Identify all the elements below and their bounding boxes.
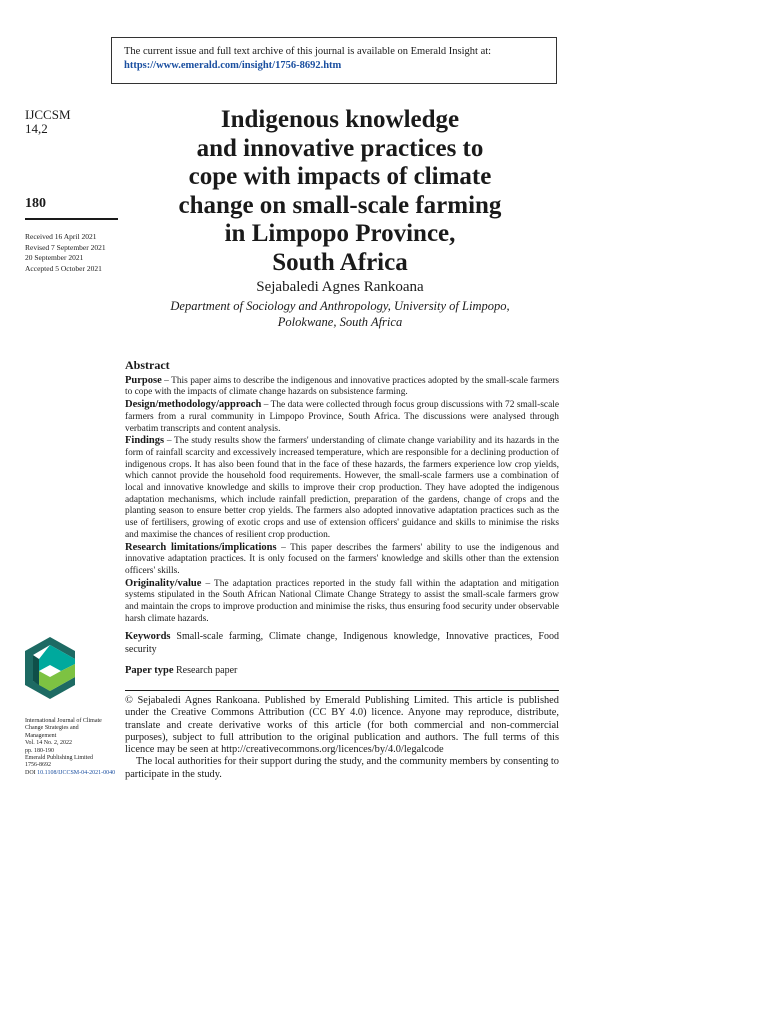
meta-publisher: Emerald Publishing Limited — [25, 755, 93, 762]
open-access-logo-icon — [25, 637, 75, 699]
abstract-keywords — [125, 631, 559, 656]
license-text: © Sejabaledi Agnes Rankoana. Published by Emerald Publishing Limited. This article is published under the Creative Commons Attribution (CC BY 4.0) licence. Anyone may reproduce, distribute, translate and create derivative works of this article (for both commercial and non-commercial purposes), subject to full attribution to the original publication and authors. The full terms of this licence may be seen at http://creativecommons.org/licences/by/4.0/legalcode — [125, 695, 559, 756]
title-line: Indigenous knowledge — [220, 106, 460, 133]
title-line: in Limpopo Province, — [224, 220, 456, 247]
journal-archive-link[interactable]: https://www.emerald.com/insight/1756-8692.htm — [124, 60, 342, 71]
meta-journal-name-3: Management — [25, 732, 57, 739]
doi-label: DOI — [25, 769, 36, 776]
title-line: South Africa — [272, 248, 408, 276]
journal-code — [25, 108, 71, 136]
title-line: change on small-scale farming — [178, 191, 502, 219]
date-revised: Revised 7 September 2021 — [25, 242, 106, 252]
author-affiliation — [130, 298, 550, 330]
journal-metadata — [25, 718, 117, 777]
acknowledgement-text: The local authorities for their support during the study, and the community members by consenting to participate in the study. — [125, 756, 559, 780]
title-line: and innovative practices to — [196, 134, 484, 162]
date-revised-2: 20 September 2021 — [25, 253, 84, 262]
originality-text: – The adaptation practices reported in the study fall within the adaptation and mitigation systems stipulated in the South African National Climate Change Strategy to assist the small-scale farmers grow and maintain the crops to improve production and minimise the risks, thus ensuring food security under observable harsh climate hazards. — [125, 578, 559, 624]
purpose-heading: Purpose — [125, 374, 162, 386]
journal-volume: 14,2 — [25, 121, 48, 136]
limitations-heading: Research limitations/implications — [125, 541, 277, 553]
findings-text: – The study results show the farmers' understanding of climate change variability and its hazards in the form of rainfall scarcity and excessively increased temperature, which are responsible for a declining production of indigenous crops. It has also been found that in the face of these hazards, the farmers experience low crop yields, which cannot provide the household food requirements. However, the small-scale farmers use a combination of local and innovative knowledge and skills to improve their crop production. They have adopted the indigenous adaptation mechanisms, which include rainfall prediction, preparation of the gardens, change of crops and the planting season to ensure better crop yields. The farmers also adopted innovative adaptation practices such as the use of fertilisers, growing of exotic crops and use of extension officers' guidance and skills to minimise the risks and maximise the chances of resilient crop production. — [125, 436, 559, 540]
abstract-purpose — [125, 375, 559, 399]
abstract-originality — [125, 578, 559, 626]
originality-heading: Originality/value — [125, 577, 202, 589]
meta-doi — [25, 770, 117, 777]
abstract-design — [125, 399, 559, 435]
date-received: Received 16 April 2021 — [25, 232, 97, 241]
limitations-text: – This paper describes the farmers' ability to use the indigenous and innovative adaptation practices. It is only focused on the farmers' knowledge and skills other than the extension officers' skills. — [125, 542, 559, 576]
paper-type-heading: Paper type — [125, 665, 174, 677]
meta-journal-name-2: Change Strategies and — [25, 725, 79, 732]
affiliation-line-2: Polokwane, South Africa — [277, 315, 403, 329]
meta-pages: pp. 180-190 — [25, 747, 54, 754]
license-divider — [125, 690, 559, 691]
title-line: cope with impacts of climate — [188, 163, 492, 190]
meta-volume: Vol. 14 No. 2, 2022 — [25, 740, 73, 747]
article-title — [130, 106, 550, 277]
journal-abbrev: IJCCSM — [25, 107, 71, 122]
purpose-text: – This paper aims to describe the indigenous and innovative practices adopted by the small-scale farmers to cope with the impacts of climate change hazards on subsistence farming. — [125, 375, 559, 398]
abstract-paper-type — [125, 665, 559, 677]
keywords-text: Small-scale farming, Climate change, Indigenous knowledge, Innovative practices, Food security — [125, 631, 559, 655]
date-accepted: Accepted 5 October 2021 — [25, 263, 102, 273]
keywords-heading: Keywords — [125, 631, 171, 643]
page-number: 180 — [25, 196, 46, 211]
meta-issn: 1756-8692 — [25, 762, 51, 769]
paper-type-text: Research paper — [173, 665, 238, 677]
author-name: Sejabaledi Agnes Rankoana — [256, 279, 424, 295]
abstract-heading: Abstract — [125, 358, 170, 372]
logo-inner-facet — [33, 655, 39, 685]
notice-text: The current issue and full text archive of this journal is available on Emerald Insight at: — [124, 46, 492, 57]
license-section — [125, 695, 559, 781]
journal-access-notice — [111, 37, 557, 84]
page-number-rule — [25, 218, 118, 220]
abstract-findings — [125, 435, 559, 541]
affiliation-line-1: Department of Sociology and Anthropology, University of Limpopo, — [170, 299, 510, 313]
findings-heading: Findings — [125, 435, 165, 447]
abstract-section — [125, 360, 559, 677]
design-heading: Design/methodology/approach — [125, 399, 262, 411]
abstract-limitations — [125, 542, 559, 578]
article-dates — [25, 232, 106, 274]
doi-link[interactable]: 10.1108/IJCCSM-04-2021-0040 — [37, 769, 116, 776]
design-text: – The data were collected through focus group discussions with 72 small-scale farmers from a rural community in Limpopo Province, South Africa. The discussions were analysed through verbatim transcripts and content analysis. — [125, 400, 559, 434]
meta-journal-name: International Journal of Climate — [25, 718, 102, 724]
